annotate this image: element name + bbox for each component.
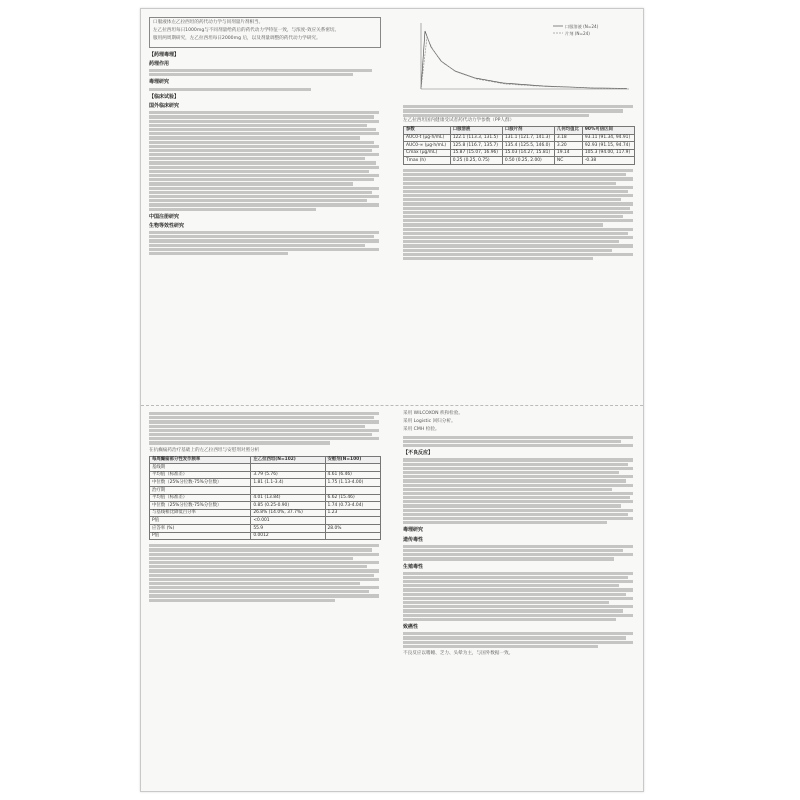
table-cell: 15.87 (15.07, 16.96) [450, 149, 502, 157]
table-cell: 19.14 [554, 149, 582, 157]
text-line [403, 177, 633, 180]
table-row [150, 464, 381, 472]
text-line [403, 504, 621, 507]
text-line [403, 496, 630, 499]
text-line [403, 618, 616, 621]
text-line [149, 208, 316, 211]
table-header-row [150, 456, 381, 464]
table-cell: Cmax (μg/mL) [404, 149, 451, 157]
table-cell: 135.4 (125.5, 146.0) [502, 142, 554, 150]
subsection-heading: 药理作用 [149, 60, 170, 67]
table-cell: 92.93 (91.15, 94.74) [582, 142, 634, 150]
chart-legend [553, 23, 599, 37]
table-cell: <0.001 [251, 517, 325, 525]
table-cell: 3.79 (5.76) [251, 471, 325, 479]
table-cell: 122.1 (113.3, 131.5) [450, 134, 502, 142]
table-cell [325, 532, 381, 540]
text-line [149, 416, 374, 419]
table-cell: 1.75 (1.13-4.00) [325, 479, 381, 487]
text-line [403, 488, 612, 491]
series-line-tablet [421, 37, 627, 89]
table-cell: 1.74 (0.73-4.04) [325, 502, 381, 510]
text-line [403, 584, 619, 587]
text-line [149, 582, 360, 585]
text-line [403, 605, 633, 608]
subsection-heading: 生物等效性研究 [149, 222, 185, 229]
text-line [149, 569, 379, 572]
table-row [150, 479, 381, 487]
text-line [149, 124, 367, 127]
text-line [403, 194, 633, 197]
text-line [403, 509, 633, 512]
legend-label: 口服溶液 (N=24) [565, 24, 599, 29]
text-line [149, 235, 374, 238]
text-line [149, 145, 379, 148]
table-header-cell: 90%可信区间 [582, 126, 634, 134]
table-cell: 93.11 (91.34, 94.91) [582, 134, 634, 142]
text-line [403, 207, 630, 210]
text-line [403, 513, 628, 516]
text-line [403, 467, 633, 470]
text-line [149, 166, 379, 169]
text-line [403, 114, 589, 117]
text-line [403, 202, 633, 205]
text-line [403, 572, 633, 575]
text-line [403, 215, 623, 218]
text-line [149, 441, 330, 444]
table-cell [251, 487, 325, 495]
footnote-item: 采用 Logistic 回归分析。 [403, 419, 456, 425]
table-cell: 与基线相比降低百分率 [150, 509, 251, 517]
text-column-top-left [149, 17, 381, 256]
text-line [403, 173, 626, 176]
table-cell: 中位数（25%分位数-75%分位数） [150, 479, 251, 487]
text-line [403, 557, 614, 560]
text-line [403, 169, 633, 172]
subsection-heading: 遗传毒性 [403, 536, 424, 543]
table-row [150, 525, 381, 533]
text-line [403, 105, 633, 108]
table-row [150, 494, 381, 502]
text-line [403, 444, 633, 447]
intro-line: 左乙拉西坦每日1000mg与不同剂量给药后的药代动力学特征一致，与浓度-效应关系密切。 [153, 28, 340, 34]
text-line [403, 232, 628, 235]
table-row [150, 471, 381, 479]
text-column-bottom-left [149, 411, 381, 603]
text-line [403, 228, 633, 231]
text-line [149, 437, 379, 440]
table-header-cell: 每周癫痫部分性发作频率 [150, 456, 251, 464]
efficacy-table [149, 456, 381, 541]
table-cell: Tmax (h) [404, 157, 451, 165]
table-cell: 4.01 (13.84) [251, 494, 325, 502]
table-header-cell: 左乙拉西坦(N=102) [251, 456, 325, 464]
text-line [149, 231, 379, 234]
table-cell: 15.03 (14.27, 15.81) [502, 149, 554, 157]
text-line [403, 641, 633, 644]
table-cell: 1.23 [325, 509, 381, 517]
text-line [403, 500, 633, 503]
text-line [403, 211, 633, 214]
text-line [149, 429, 379, 432]
subsection-heading: 国外临床研究 [149, 102, 180, 109]
table-cell: 3.18 [554, 134, 582, 142]
table-cell: 0.85 (0.25-0.90) [251, 502, 325, 510]
table-cell: 1.81 (1.1-3.4) [251, 479, 325, 487]
table-row [150, 487, 381, 495]
table-cell [325, 517, 381, 525]
text-line [149, 128, 376, 131]
text-line [403, 517, 633, 520]
table-cell: 125.8 (116.7, 135.7) [450, 142, 502, 150]
table-cell: 26.8% (14.0%, 37.7%) [251, 509, 325, 517]
text-line [403, 249, 612, 252]
subsection-heading: 中国注册研究 [149, 213, 180, 220]
text-line [149, 149, 372, 152]
text-line [403, 601, 609, 604]
text-line [149, 115, 374, 118]
table-header-cell: 几何均值比 [554, 126, 582, 134]
table-row [404, 142, 635, 150]
footnote-item: 采用 WILCOXON 秩和检验。 [403, 411, 463, 416]
series-line-solution [421, 31, 627, 89]
text-line [149, 170, 369, 173]
table-cell [251, 464, 325, 472]
text-line [403, 636, 626, 639]
text-line [403, 240, 619, 243]
text-line [149, 69, 372, 72]
table-cell [325, 487, 381, 495]
text-line [149, 548, 372, 551]
table-caption: 在抗癫痫药治疗基础上的左乙拉西坦与安慰剂对照分析 [149, 447, 260, 453]
table-header-cell: 安慰剂(N=100) [325, 456, 381, 464]
intro-line: 服用两周期研究，左乙拉西坦每日2000mg 后，以及剂量调整的药代动力学研究。 [153, 36, 321, 42]
text-line [403, 190, 628, 193]
table-cell: 中位数（25%分位数-75%分位数） [150, 502, 251, 510]
table-row [404, 157, 635, 165]
table-row [404, 149, 635, 157]
document-page [140, 8, 644, 792]
subsection-heading: 毒理研究 [149, 79, 170, 86]
text-line [149, 590, 369, 593]
text-line [403, 593, 626, 596]
text-line [149, 578, 379, 581]
text-line [149, 120, 379, 123]
text-line [149, 574, 374, 577]
text-line [403, 479, 626, 482]
intro-box [149, 17, 381, 48]
table-cell: 105.3 (94.00, 117.9) [582, 149, 634, 157]
table-cell: 治疗期 [150, 487, 251, 495]
text-column-top-right [403, 17, 635, 261]
text-line [149, 174, 379, 177]
table-cell [325, 464, 381, 472]
text-line [403, 253, 633, 256]
text-line [403, 645, 598, 648]
table-cell: 0.25 (0.25, 0.75) [450, 157, 502, 165]
table-row [404, 134, 635, 142]
text-line [149, 191, 372, 194]
text-line [149, 565, 367, 568]
subsection-heading: 毒理研究 [403, 527, 424, 534]
table-cell: 3.20 [554, 142, 582, 150]
text-line [403, 436, 633, 439]
table-cell: 131.1 (121.7, 141.3) [502, 134, 554, 142]
text-line [149, 252, 288, 255]
text-line [149, 136, 360, 139]
subsection-heading: 致癌性 [403, 623, 419, 630]
legend-label: 片剂 (N=24) [565, 31, 590, 36]
efficacy-table-body [150, 464, 381, 540]
text-line [149, 178, 374, 181]
text-line [403, 458, 633, 461]
text-line [149, 161, 376, 164]
text-line [149, 599, 335, 602]
bottom-footnote: 不良反应以嗜睡、乏力、头晕为主，与国外数据一致。 [403, 650, 514, 656]
text-line [403, 471, 619, 474]
text-line [403, 588, 633, 591]
text-line [149, 586, 379, 589]
text-line [403, 198, 621, 201]
text-line [149, 412, 379, 415]
text-line [403, 244, 633, 247]
text-line [149, 153, 379, 156]
text-line [149, 203, 379, 206]
text-line [149, 73, 353, 76]
text-line [149, 420, 379, 423]
table-cell: 应答率 (%) [150, 525, 251, 533]
table-cell: 55.9 [251, 525, 325, 533]
table-cell: 4.61 (6.46) [325, 471, 381, 479]
table-cell: 平均值（标准差） [150, 494, 251, 502]
text-line [403, 580, 633, 583]
text-line [149, 88, 311, 91]
table-row [150, 509, 381, 517]
table-header-cell: 参数 [404, 126, 451, 134]
section-heading: 【药理毒理】 [149, 51, 180, 58]
text-line [403, 484, 633, 487]
text-line [403, 257, 593, 260]
pk-parameter-table [403, 126, 635, 165]
intro-line: 口服液体左乙拉西坦的药代动力学与同剂量片剂相当。 [153, 20, 264, 25]
text-line [403, 553, 633, 556]
text-line [403, 492, 633, 495]
text-line [403, 463, 628, 466]
text-line [403, 614, 633, 617]
text-line [403, 109, 623, 112]
table-row [150, 517, 381, 525]
text-line [403, 545, 633, 548]
table-header-cell: 口服溶液 [450, 126, 502, 134]
table-cell: AUC0-∞ (μg·h/mL) [404, 142, 451, 150]
text-line [149, 248, 379, 251]
subsection-heading: 生殖毒性 [403, 563, 424, 570]
table-cell: -0.38 [582, 157, 634, 165]
text-line [149, 111, 379, 114]
text-line [149, 239, 379, 242]
text-line [403, 549, 623, 552]
table-cell: NC [554, 157, 582, 165]
table-cell: 平均值（标准差） [150, 471, 251, 479]
text-line [403, 182, 616, 185]
text-line [149, 132, 379, 135]
text-line [149, 425, 365, 428]
text-line [403, 440, 621, 443]
table-header-cell: 口服片剂 [502, 126, 554, 134]
text-line [149, 544, 379, 547]
text-line [149, 199, 367, 202]
table-row [150, 532, 381, 540]
text-column-bottom-right [403, 411, 635, 659]
table-cell: AUC0-t (μg·h/mL) [404, 134, 451, 142]
section-heading: 【不良反应】 [403, 450, 434, 457]
table-cell: 基线期 [150, 464, 251, 472]
text-line [403, 632, 633, 635]
footnote-item: 采用 CMH 检验。 [403, 427, 440, 433]
text-line [149, 157, 365, 160]
text-line [149, 244, 365, 247]
text-line [403, 576, 628, 579]
table-cell: 0.50 (0.25, 2.00) [502, 157, 554, 165]
table-header-row [404, 126, 635, 134]
text-line [149, 433, 372, 436]
section-heading: 【临床试验】 [149, 93, 180, 100]
page-fold-divider [141, 405, 643, 406]
text-line [403, 521, 607, 524]
text-line [149, 557, 353, 560]
text-line [403, 219, 633, 222]
table-cell: P值 [150, 517, 251, 525]
text-line [149, 182, 353, 185]
text-line [403, 186, 633, 189]
text-line [403, 236, 633, 239]
text-line [149, 141, 374, 144]
text-line [403, 597, 633, 600]
text-line [149, 195, 379, 198]
text-line [403, 475, 633, 478]
table-cell: 28.0% [325, 525, 381, 533]
table-cell: 0.0012 [251, 532, 325, 540]
text-line [149, 561, 379, 564]
table-row [150, 502, 381, 510]
table-caption: 左乙拉西坦国内健康受试者药代动力学参数（PP人群） [403, 117, 515, 123]
text-line [149, 187, 379, 190]
concentration-time-chart [403, 17, 635, 101]
table-cell: 6.62 (15.46) [325, 494, 381, 502]
text-line [403, 609, 623, 612]
text-line [149, 553, 379, 556]
text-line [149, 594, 379, 597]
text-line [403, 223, 603, 226]
table-cell: P值 [150, 532, 251, 540]
